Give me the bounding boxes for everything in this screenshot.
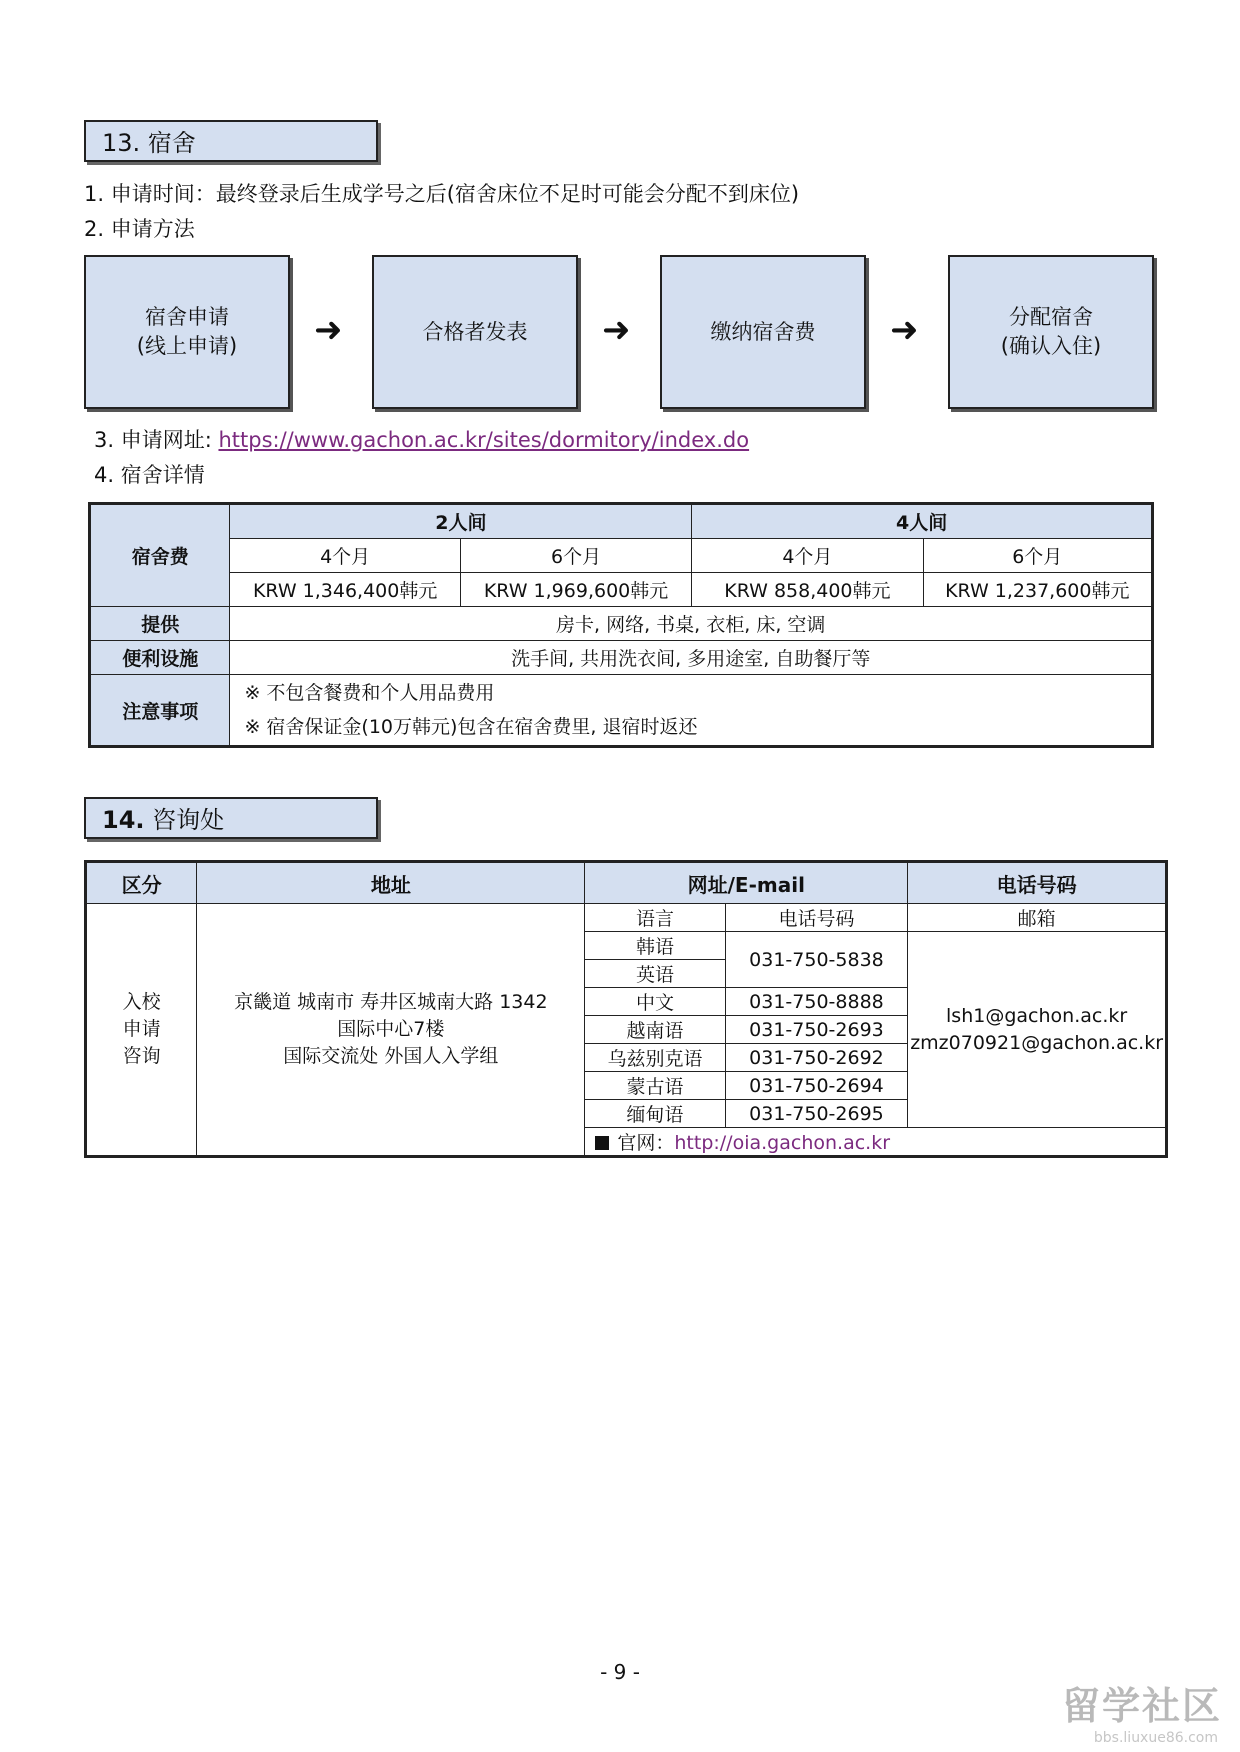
phone-cell: 031-750-2692 xyxy=(725,1044,908,1072)
flow-arrow-icon: ➜ xyxy=(890,310,919,350)
note-1: ※ 不包含餐费和个人用品费用 xyxy=(244,682,495,704)
notes-cell xyxy=(230,675,1153,747)
header-phone: 电话号码 xyxy=(908,862,1167,904)
phone-cell: 031-750-2695 xyxy=(725,1100,908,1128)
flow-step-assign xyxy=(948,255,1154,409)
note-2: ※ 宿舍保证金(10万韩元)包含在宿舍费里, 退宿时返还 xyxy=(244,716,698,738)
email-line[interactable]: zmz070921@gachon.ac.kr xyxy=(910,1031,1164,1054)
sub-header-phone: 电话号码 xyxy=(725,904,908,932)
section-14-number: 14. xyxy=(102,806,145,834)
language-cell: 越南语 xyxy=(585,1016,725,1044)
square-bullet-icon xyxy=(595,1136,609,1150)
email-cell xyxy=(908,932,1167,1128)
notes-label: 注意事项 xyxy=(90,675,230,747)
flow-arrow-icon: ➜ xyxy=(314,310,343,350)
room-2-header: 2人间 xyxy=(230,504,692,539)
phone-cell: 031-750-5838 xyxy=(725,932,908,988)
section-13-number: 13. xyxy=(102,129,141,157)
address-line: 国际中心7楼 xyxy=(337,1018,445,1040)
flow-arrow-icon: ➜ xyxy=(602,310,631,350)
apply-time-line: 1. 申请时间：最终登录后生成学号之后(宿舍床位不足时可能会分配不到床位) xyxy=(84,182,800,206)
dormitory-url-link[interactable]: https://www.gachon.ac.kr/sites/dormitory/index.do xyxy=(218,428,750,452)
header-category: 区分 xyxy=(86,862,197,904)
apply-url-label: 3. 申请网址: xyxy=(94,428,219,452)
site-label: 官网： xyxy=(617,1132,675,1154)
provide-label: 提供 xyxy=(90,607,230,641)
fee-cell: KRW 1,237,600韩元 xyxy=(923,573,1152,607)
flow-step-1-line1: 宿舍申请 xyxy=(144,305,229,329)
address-line: 国际交流处 外国人入学组 xyxy=(283,1045,499,1067)
room-4-header: 4人间 xyxy=(692,504,1153,539)
page-number: - 9 - xyxy=(600,1660,640,1684)
apply-method-line: 2. 申请方法 xyxy=(84,217,195,241)
flow-step-announce xyxy=(372,255,578,409)
address-line: 京畿道 城南市 寿井区城南大路 1342 xyxy=(234,991,548,1013)
category-line: 申请 xyxy=(122,1018,161,1040)
sub-header-language: 语言 xyxy=(585,904,725,932)
section-13-header xyxy=(84,120,378,162)
flow-step-3-line1: 缴纳宿舍费 xyxy=(710,319,816,344)
language-cell: 乌兹别克语 xyxy=(585,1044,725,1072)
header-web-email: 网址/E-mail xyxy=(585,862,908,904)
phone-cell: 031-750-2693 xyxy=(725,1016,908,1044)
language-cell: 中文 xyxy=(585,988,725,1016)
section-13-title: 宿舍 xyxy=(147,129,196,157)
language-cell: 英语 xyxy=(585,960,725,988)
apply-url-line xyxy=(94,424,749,454)
section-14-header xyxy=(84,797,378,839)
fee-cell: KRW 1,969,600韩元 xyxy=(460,573,691,607)
section-14-title: 咨询处 xyxy=(152,806,225,834)
flow-step-pay xyxy=(660,255,866,409)
dorm-details-line: 4. 宿舍详情 xyxy=(94,463,205,487)
fee-label: 宿舍费 xyxy=(90,504,230,607)
official-site-row xyxy=(585,1128,1167,1157)
period-cell: 4个月 xyxy=(692,539,923,573)
watermark-url: bbs.liuxue86.com xyxy=(1093,1730,1218,1746)
phone-cell: 031-750-8888 xyxy=(725,988,908,1016)
period-cell: 4个月 xyxy=(230,539,460,573)
flow-step-1-line2: (线上申请) xyxy=(136,334,238,358)
email-line[interactable]: lsh1@gachon.ac.kr xyxy=(946,1004,1128,1027)
category-line: 入校 xyxy=(122,991,161,1013)
flow-step-4-line1: 分配宿舍 xyxy=(1008,305,1093,329)
category-cell xyxy=(86,904,197,1157)
address-cell xyxy=(197,904,585,1157)
flow-step-2-line1: 合格者发表 xyxy=(422,319,528,344)
period-cell: 6个月 xyxy=(460,539,691,573)
facility-value: 洗手间, 共用洗衣间, 多用途室, 自助餐厅等 xyxy=(230,641,1153,675)
flow-step-4-line2: (确认入住) xyxy=(1000,334,1102,358)
fee-cell: KRW 1,346,400韩元 xyxy=(230,573,460,607)
period-cell: 6个月 xyxy=(923,539,1152,573)
provide-value: 房卡, 网络, 书桌, 衣柜, 床, 空调 xyxy=(230,607,1153,641)
header-address: 地址 xyxy=(197,862,585,904)
watermark-logo: 留学社区 xyxy=(1061,1684,1222,1728)
language-cell: 韩语 xyxy=(585,932,725,960)
fee-cell: KRW 858,400韩元 xyxy=(692,573,923,607)
dormitory-table xyxy=(88,502,1154,748)
contact-table xyxy=(84,860,1168,1158)
sub-header-email: 邮箱 xyxy=(908,904,1167,932)
language-cell: 缅甸语 xyxy=(585,1100,725,1128)
official-site-link[interactable]: http://oia.gachon.ac.kr xyxy=(674,1132,891,1154)
language-cell: 蒙古语 xyxy=(585,1072,725,1100)
phone-cell: 031-750-2694 xyxy=(725,1072,908,1100)
facility-label: 便利设施 xyxy=(90,641,230,675)
flow-step-apply xyxy=(84,255,290,409)
category-line: 咨询 xyxy=(122,1045,161,1067)
